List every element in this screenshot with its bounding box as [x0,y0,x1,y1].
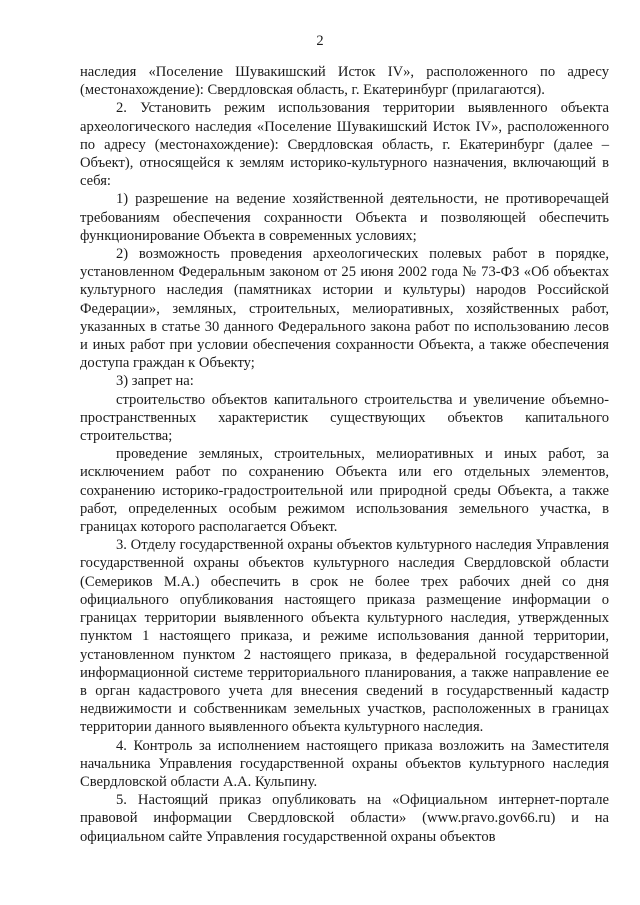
paragraph-prohibition-construction: строительство объектов капитального строительства и увеличение объемно-пространственных характеристик существующих объектов капитального строительства; [80,391,609,445]
paragraph-continuation: наследия «Поселение Шувакишский Исток IV», расположенного по адресу (местонахождение): Свердловская область, г. Екатеринбург (прилагаются). [80,64,609,99]
paragraph-item-4: 4. Контроль за исполнением настоящего приказа возложить на Заместителя начальника Управления государственной охраны объектов культурного наследия Свердловской области А.А. Кульпину. [80,737,609,790]
paragraph-prohibition-works: проведение земляных, строительных, мелиоративных и иных работ, за исключением работ по сохранению Объекта или его отдельных элементов, сохранению историко-градостроительной или природной среды Объекта, а также работ, определенных особым режимом использования земельного участка, в границах которого располагается Объект. [80,446,609,536]
paragraph-item-5: 5. Настоящий приказ опубликовать на «Официальном интернет-портале правовой информации Свердловской области» (www.pravo.gov66.ru) и на официальном сайте Управления государственной охраны объектов [80,792,609,845]
paragraph-subitem-3: 3) запрет на: [116,373,194,390]
page-number: 2 [316,33,324,49]
paragraph-item-2: 2. Установить режим использования территории выявленного объекта археологического наследия «Поселение Шувакишский Исток IV», расположенного по адресу (местонахождение): Свердловская область, г. Екатеринбург (далее – Объект), относящейся к землям историко-культурного назначения, включающий в себя: [80,100,609,190]
document-body [80,63,609,846]
paragraph-item-3: 3. Отделу государственной охраны объектов культурного наследия Управления государственной охраны объектов культурного наследия Свердловской области (Семериков М.А.) обеспечить в срок не более трех рабочих дней со дня официального опубликования настоящего приказа размещение информации о границах территории выявленного объекта культурного наследия, утвержденных пунктом 1 настоящего приказа, и режиме использования данной территории, установленном пунктом 2 настоящего приказа, в федеральной государственной информационной системе территориального планирования, а также направление ее в орган кадастрового учета для внесения сведений в государственный кадастр недвижимости и собственникам земельных участков, расположенных в границах территории данного выявленного объекта культурного наследия. [80,537,609,736]
paragraph-subitem-2: 2) возможность проведения археологических полевых работ в порядке, установленном Федеральным законом от 25 июня 2002 года № 73-ФЗ «Об объектах культурного наследия (памятниках истории и культуры) народов Российской Федерации», земляных, строительных, мелиоративных, хозяйственных работ, указанных в статье 30 данного Федерального закона работ по использованию лесов и иных работ при условии обеспечения сохранности Объекта, а также обеспечения доступа граждан к Объекту; [80,246,609,372]
paragraph-subitem-1: 1) разрешение на ведение хозяйственной деятельности, не противоречащей требованиям обеспечения сохранности Объекта и позволяющей обеспечить функционирование Объекта в современных условиях; [80,191,609,244]
